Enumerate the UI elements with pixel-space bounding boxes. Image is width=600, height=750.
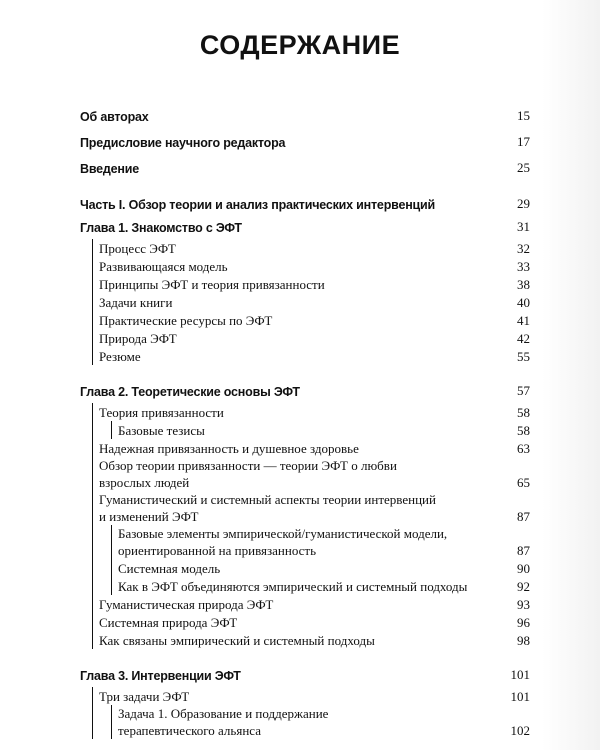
toc-entry-label-line: и изменений ЭФТ: [99, 509, 199, 524]
toc-entry-label: [99, 491, 517, 525]
toc-entry-section[interactable]: [99, 439, 530, 457]
toc-entry-label: Часть I. Обзор теории и анализ практических интервенций: [80, 198, 435, 212]
humanistic-subsections: [111, 525, 530, 595]
toc-entry-chapter-3[interactable]: [80, 665, 530, 683]
toc-page-number: 96: [517, 615, 530, 630]
toc-entry-label: Глава 1. Знакомство с ЭФТ: [80, 221, 242, 235]
toc-entry-label: Введение: [80, 162, 139, 176]
toc-page-number: 58: [517, 405, 530, 420]
toc-page-number: 42: [517, 331, 530, 346]
toc-page-number: 38: [517, 277, 530, 292]
toc-entry-label-line: Обзор теории привязанности — теории ЭФТ о любви: [99, 458, 397, 473]
toc-page-number: 90: [517, 561, 530, 576]
toc-entry-preface[interactable]: [80, 132, 530, 150]
toc-entry-label: Об авторах: [80, 110, 149, 124]
toc-entry-label: [118, 525, 517, 559]
chapter-1-sections: [92, 239, 530, 365]
toc-page-number: 15: [517, 108, 530, 123]
toc-entry-label: Развивающаяся модель: [99, 259, 228, 274]
toc-entry-label: Резюме: [99, 349, 141, 364]
toc-page-number: 33: [517, 259, 530, 274]
toc-entry-section[interactable]: [99, 595, 530, 613]
toc-entry-label: Глава 3. Интервенции ЭФТ: [80, 669, 241, 683]
toc-entry-label: Теория привязанности: [99, 405, 224, 420]
toc-entry-subsection[interactable]: [118, 577, 530, 595]
page-title: СОДЕРЖАНИЕ: [199, 30, 401, 60]
toc-page-number: 40: [517, 295, 530, 310]
toc-page-number: 58: [517, 423, 530, 438]
toc-page-number: 101: [510, 667, 530, 682]
toc-entry-label: [99, 457, 517, 491]
toc-entry-about[interactable]: [80, 106, 530, 124]
toc-entry-label-line: терапевтического альянса: [118, 723, 261, 738]
toc-entry-intro[interactable]: [80, 158, 530, 176]
toc-page-number: 98: [517, 633, 530, 648]
toc-entry-label: Системная модель: [118, 561, 221, 576]
toc-entry-label: Природа ЭФТ: [99, 331, 177, 346]
toc-page-number: 25: [517, 160, 530, 175]
toc-page-number: 93: [517, 597, 530, 612]
toc-entry-subsection[interactable]: [118, 705, 530, 739]
toc-entry-section[interactable]: [99, 239, 530, 257]
attachment-subsections: [111, 421, 530, 439]
toc-entry-label-line: Гуманистический и системный аспекты теории интервенций: [99, 492, 436, 507]
toc-page-number: 32: [517, 241, 530, 256]
toc-entry-section[interactable]: [99, 491, 530, 525]
toc-entry-chapter-2[interactable]: [80, 381, 530, 399]
toc-entry-label: Как в ЭФТ объединяются эмпирический и системный подходы: [118, 579, 468, 594]
toc-entry-label: Как связаны эмпирический и системный подходы: [99, 633, 375, 648]
toc-entry-section[interactable]: [99, 347, 530, 365]
toc-entry-label: Глава 2. Теоретические основы ЭФТ: [80, 385, 300, 399]
toc-page-number: 87: [517, 543, 530, 558]
toc-entry-section[interactable]: [99, 293, 530, 311]
toc-entry-section[interactable]: [99, 329, 530, 347]
chapter-3-sections: [92, 687, 530, 739]
toc-entry-section[interactable]: [99, 613, 530, 631]
toc-page-number: 87: [517, 509, 530, 524]
toc-page-number: 65: [517, 475, 530, 490]
toc-entry-subsection[interactable]: [118, 421, 530, 439]
toc-entry-chapter-1[interactable]: [80, 217, 530, 235]
chapter-2-sections: [92, 403, 530, 649]
toc-entry-label-line: Базовые элементы эмпирической/гуманистической модели,: [118, 526, 448, 541]
toc-entry-label: Задачи книги: [99, 295, 173, 310]
toc-page-number: 17: [517, 134, 530, 149]
toc-page-number: 29: [517, 196, 530, 211]
toc-entry-section[interactable]: [99, 687, 530, 705]
toc-entry-label: Три задачи ЭФТ: [99, 689, 190, 704]
three-tasks-subsections: [111, 705, 530, 739]
toc-entry-section[interactable]: [99, 631, 530, 649]
toc-entry-label: Предисловие научного редактора: [80, 136, 286, 150]
toc-page-number: 92: [517, 579, 530, 594]
toc-entry-part1[interactable]: [80, 194, 530, 212]
toc-page-number: 57: [517, 383, 530, 398]
toc-entry-section[interactable]: [99, 275, 530, 293]
toc-entry-subsection[interactable]: [118, 559, 530, 577]
toc-entry-section[interactable]: [99, 403, 530, 421]
toc-entry-label: Принципы ЭФТ и теория привязанности: [99, 277, 325, 292]
page-edge-shadow: [542, 0, 600, 750]
toc-entry-label-line: взрослых людей: [99, 475, 190, 490]
toc-page-number: 31: [517, 219, 530, 234]
toc-entry-section[interactable]: [99, 257, 530, 275]
table-of-contents: [80, 106, 530, 739]
toc-entry-label-line: ориентированной на привязанность: [118, 543, 317, 558]
toc-entry-section[interactable]: [99, 311, 530, 329]
toc-entry-label: Базовые тезисы: [118, 423, 205, 438]
toc-entry-subsection[interactable]: [118, 525, 530, 559]
toc-page-number: 55: [517, 349, 530, 364]
toc-entry-label-line: Задача 1. Образование и поддержание: [118, 706, 329, 721]
toc-entry-label: Системная природа ЭФТ: [99, 615, 238, 630]
toc-entry-section[interactable]: [99, 457, 530, 491]
toc-page-number: 63: [517, 441, 530, 456]
toc-page-number: 101: [510, 689, 530, 704]
toc-entry-label: [118, 705, 511, 739]
toc-entry-label: Практические ресурсы по ЭФТ: [99, 313, 273, 328]
toc-entry-label: Гуманистическая природа ЭФТ: [99, 597, 274, 612]
toc-entry-label: Надежная привязанность и душевное здоровье: [99, 441, 359, 456]
toc-page-number: 41: [517, 313, 530, 328]
toc-entry-label: Процесс ЭФТ: [99, 241, 176, 256]
toc-page-number: 102: [510, 723, 530, 738]
